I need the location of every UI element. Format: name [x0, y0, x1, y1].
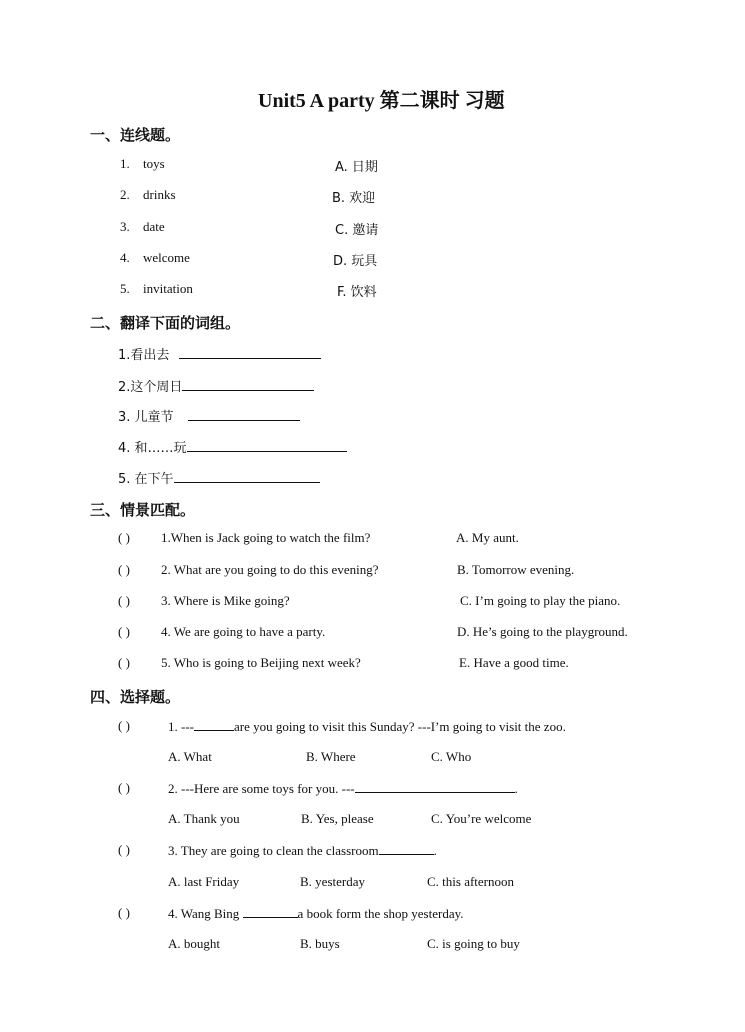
answer-blank[interactable]: [182, 378, 314, 391]
s3-paren-4[interactable]: ( ): [118, 624, 130, 639]
s3-question-5: 5. Who is going to Beijing next week?: [161, 655, 361, 670]
s1-word-1: toys: [143, 156, 165, 171]
s3-question-4: 4. We are going to have a party.: [161, 624, 326, 639]
s4-question-4: [168, 905, 464, 922]
s3-answer-a: A. My aunt.: [456, 530, 519, 545]
s3-answer-d: D. He’s going to the playground.: [457, 624, 628, 639]
s1-choice-d: D. 玩具: [333, 254, 378, 269]
s4-paren-1[interactable]: ( ): [118, 718, 130, 733]
s4-q4-opt-b: B. buys: [300, 936, 340, 951]
s1-num-5: 5.: [120, 281, 130, 296]
answer-blank[interactable]: [194, 718, 234, 731]
s4-q3-opt-c: C. this afternoon: [427, 874, 515, 889]
s3-question-1: 1.When is Jack going to watch the film?: [161, 530, 371, 545]
s4-q3-opt-b: B. yesterday: [300, 874, 365, 889]
s1-choice-f: F. 饮料: [337, 285, 377, 300]
answer-blank[interactable]: [187, 439, 347, 452]
s4-q2-part-a: 2. ---Here are some toys for you. ---: [168, 781, 355, 796]
s2-item-3-text: 3. 儿童节: [118, 410, 174, 425]
s3-question-2: 2. What are you going to do this evening?: [161, 562, 379, 577]
s1-num-4: 4.: [120, 250, 130, 265]
s1-num-3: 3.: [120, 219, 130, 234]
s4-q4-part-b: a book form the shop yesterday.: [297, 906, 464, 921]
s1-num-1: 1.: [120, 156, 130, 171]
s2-item-5: [118, 468, 320, 487]
s4-q4-opt-a: A. bought: [168, 936, 220, 951]
s2-item-4-text: 4. 和……玩: [118, 441, 187, 456]
s2-item-2-text: 2.这个周日: [118, 380, 183, 395]
s4-question-3: [168, 842, 437, 859]
s4-q2-opt-c: C. You’re welcome: [431, 811, 532, 826]
s4-q3-part-b: .: [433, 843, 437, 858]
s1-num-2: 2.: [120, 187, 130, 202]
s3-answer-e: E. Have a good time.: [459, 655, 569, 670]
s1-choice-a: A. 日期: [335, 160, 378, 175]
s1-choice-c: C. 邀请: [335, 223, 379, 238]
s3-paren-5[interactable]: ( ): [118, 655, 130, 670]
s3-question-3: 3. Where is Mike going?: [161, 593, 290, 608]
answer-blank[interactable]: [355, 780, 515, 793]
s4-q1-opt-c: C. Who: [431, 749, 472, 764]
page-title: Unit5 A party 第二课时 习题: [258, 90, 505, 112]
s4-q1-part-a: 1. ---: [168, 719, 194, 734]
s2-item-1-text: 1.看出去: [118, 348, 170, 363]
s4-question-1: [168, 718, 566, 735]
s4-q1-opt-b: B. Where: [306, 749, 356, 764]
s1-word-3: date: [143, 219, 165, 234]
s4-q2-opt-b: B. Yes, please: [301, 811, 374, 826]
section-3-heading: 三、情景匹配。: [90, 503, 196, 519]
answer-blank[interactable]: [179, 346, 321, 359]
s3-paren-3[interactable]: ( ): [118, 593, 130, 608]
s4-q3-part-a: 3. They are going to clean the classroom: [168, 843, 379, 858]
s4-paren-4[interactable]: ( ): [118, 905, 130, 920]
answer-blank[interactable]: [188, 408, 300, 421]
s4-paren-3[interactable]: ( ): [118, 842, 130, 857]
answer-blank[interactable]: [379, 842, 434, 855]
s2-item-5-text: 5. 在下午: [118, 472, 174, 487]
s1-word-4: welcome: [143, 250, 190, 265]
s4-q2-opt-a: A. Thank you: [168, 811, 240, 826]
s3-paren-1[interactable]: ( ): [118, 530, 130, 545]
s1-word-2: drinks: [143, 187, 176, 202]
s4-paren-2[interactable]: ( ): [118, 780, 130, 795]
s2-item-3: [118, 406, 300, 425]
answer-blank[interactable]: [243, 905, 298, 918]
s4-q2-part-b: .: [514, 781, 518, 796]
s4-q3-opt-a: A. last Friday: [168, 874, 240, 889]
s2-item-2: [118, 376, 314, 395]
s3-answer-b: B. Tomorrow evening.: [457, 562, 575, 577]
s3-paren-2[interactable]: ( ): [118, 562, 130, 577]
section-4-heading: 四、选择题。: [90, 690, 181, 706]
section-1-heading: 一、连线题。: [90, 128, 181, 144]
s3-answer-c: C. I’m going to play the piano.: [460, 593, 621, 608]
section-2-heading: 二、翻译下面的词组。: [90, 316, 241, 332]
s4-q1-part-b: are you going to visit this Sunday? ---I’m going to visit the zoo.: [234, 719, 566, 734]
s4-q4-opt-c: C. is going to buy: [427, 936, 520, 951]
s1-word-5: invitation: [143, 281, 193, 296]
answer-blank[interactable]: [174, 470, 320, 483]
s4-question-2: [168, 780, 518, 797]
s4-q1-opt-a: A. What: [168, 749, 212, 764]
s1-choice-b: B. 欢迎: [332, 191, 376, 206]
s4-q4-part-a: 4. Wang Bing: [168, 906, 243, 921]
s2-item-4: [118, 437, 347, 456]
s2-item-1: [118, 344, 321, 363]
